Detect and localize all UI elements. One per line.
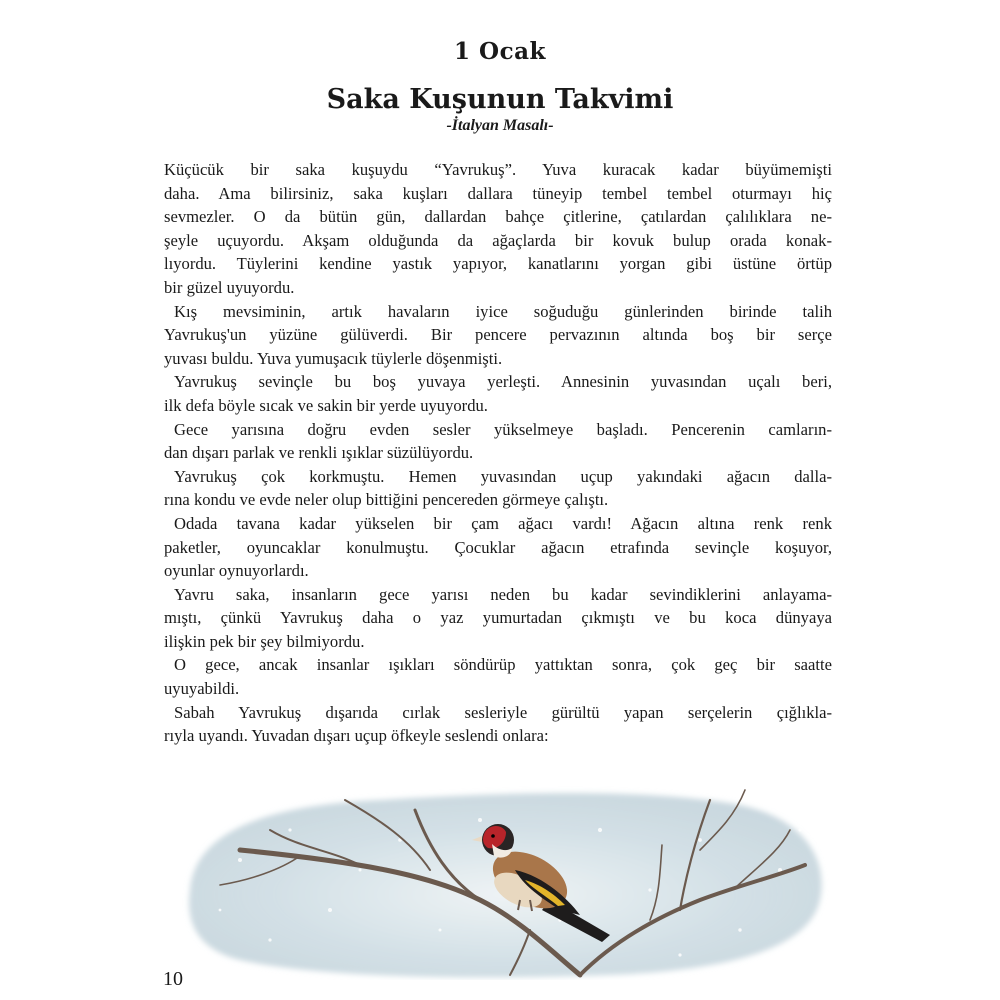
text-line: Sabah Yavrukuş dışarıda cırlak sesleriyle gürültü yapan serçelerin çığlıkla- xyxy=(174,702,832,722)
text-line: ilk defa böyle sıcak ve sakin bir yerde uyuyordu. xyxy=(164,395,488,415)
text-line: Kış mevsiminin, artık havaların iyice soğuduğu günlerinden birinde talih xyxy=(174,301,832,321)
text-line: rına kondu ve evde neler olup bittiğini pencereden görmeye çalıştı. xyxy=(164,490,609,510)
text-line: uyuyabildi. xyxy=(164,679,240,699)
text-line: Odada tavana kadar yükselen bir çam ağacı vardı! Ağacın altına renk renk xyxy=(174,513,832,533)
goldfinch-illustration xyxy=(180,770,830,980)
text-line: Yavrukuş'un yüzüne gülüverdi. Bir pencere pervazının altında boş bir serçe xyxy=(164,325,832,345)
text-line: Yavrukuş çok korkmuştu. Hemen yuvasından uçup yakındaki ağacın dalla- xyxy=(174,466,832,486)
text-line: dan dışarı parlak ve renkli ışıklar süzülüyordu. xyxy=(164,443,474,463)
text-line: bir güzel uyuyordu. xyxy=(164,277,295,297)
text-line: lıyordu. Tüylerini kendine yastık yapıyor, kanatlarını yorgan gibi üstüne örtüp xyxy=(164,254,832,274)
text-line: sevmezler. O da bütün gün, dallardan bahçe çitlerine, çatılardan çalılıklara ne- xyxy=(164,207,832,227)
text-line: O gece, ancak insanlar ışıkları söndürüp yattıktan sonra, çok geç bir saatte xyxy=(174,655,832,675)
text-line: daha. Ama bilirsiniz, saka kuşları dallara tüneyip tembel tembel oturmayı hiç xyxy=(164,183,832,203)
page-date-heading: 1 Ocak xyxy=(454,38,546,65)
text-line: Gece yarısına doğru evden sesler yükselmeye başladı. Pencerenin camların- xyxy=(174,419,832,439)
text-line: ilişkin pek bir şey bilmiyordu. xyxy=(164,631,365,651)
text-line: oyunlar oynuyorlardı. xyxy=(164,561,309,581)
text-line: paketler, oyuncaklar konulmuştu. Çocuklar ağacın etrafında sevinçle koşuyor, xyxy=(164,537,832,557)
text-line: Küçücük bir saka kuşuydu “Yavrukuş”. Yuva kuracak kadar büyümemişti xyxy=(164,160,832,179)
bird-eye xyxy=(491,834,495,838)
story-subtitle: -İtalyan Masalı- xyxy=(446,117,554,134)
page-number: 10 xyxy=(163,968,183,990)
text-line: şeyle uçuyordu. Akşam olduğunda da ağaçlarda bir kovuk bulup orada konak- xyxy=(164,230,832,250)
text-line: yuvası buldu. Yuva yumuşacık tüylerle döşenmişti. xyxy=(164,348,503,368)
text-line: Yavrukuş sevinçle bu boş yuvaya yerleşti. Annesinin yuvasından uçalı beri, xyxy=(174,372,832,392)
story-body xyxy=(164,158,832,748)
text-line: Yavru saka, insanların gece yarısı neden bu kadar sevindiklerini anlayama- xyxy=(174,584,832,604)
text-line: rıyla uyandı. Yuvadan dışarı uçup öfkeyle seslendi onlara: xyxy=(164,726,549,746)
text-line: mıştı, çünkü Yavrukuş daha o yaz yumurtadan çıkmıştı ve bu koca dünyaya xyxy=(164,608,832,628)
story-title: Saka Kuşunun Takvimi xyxy=(326,84,674,115)
